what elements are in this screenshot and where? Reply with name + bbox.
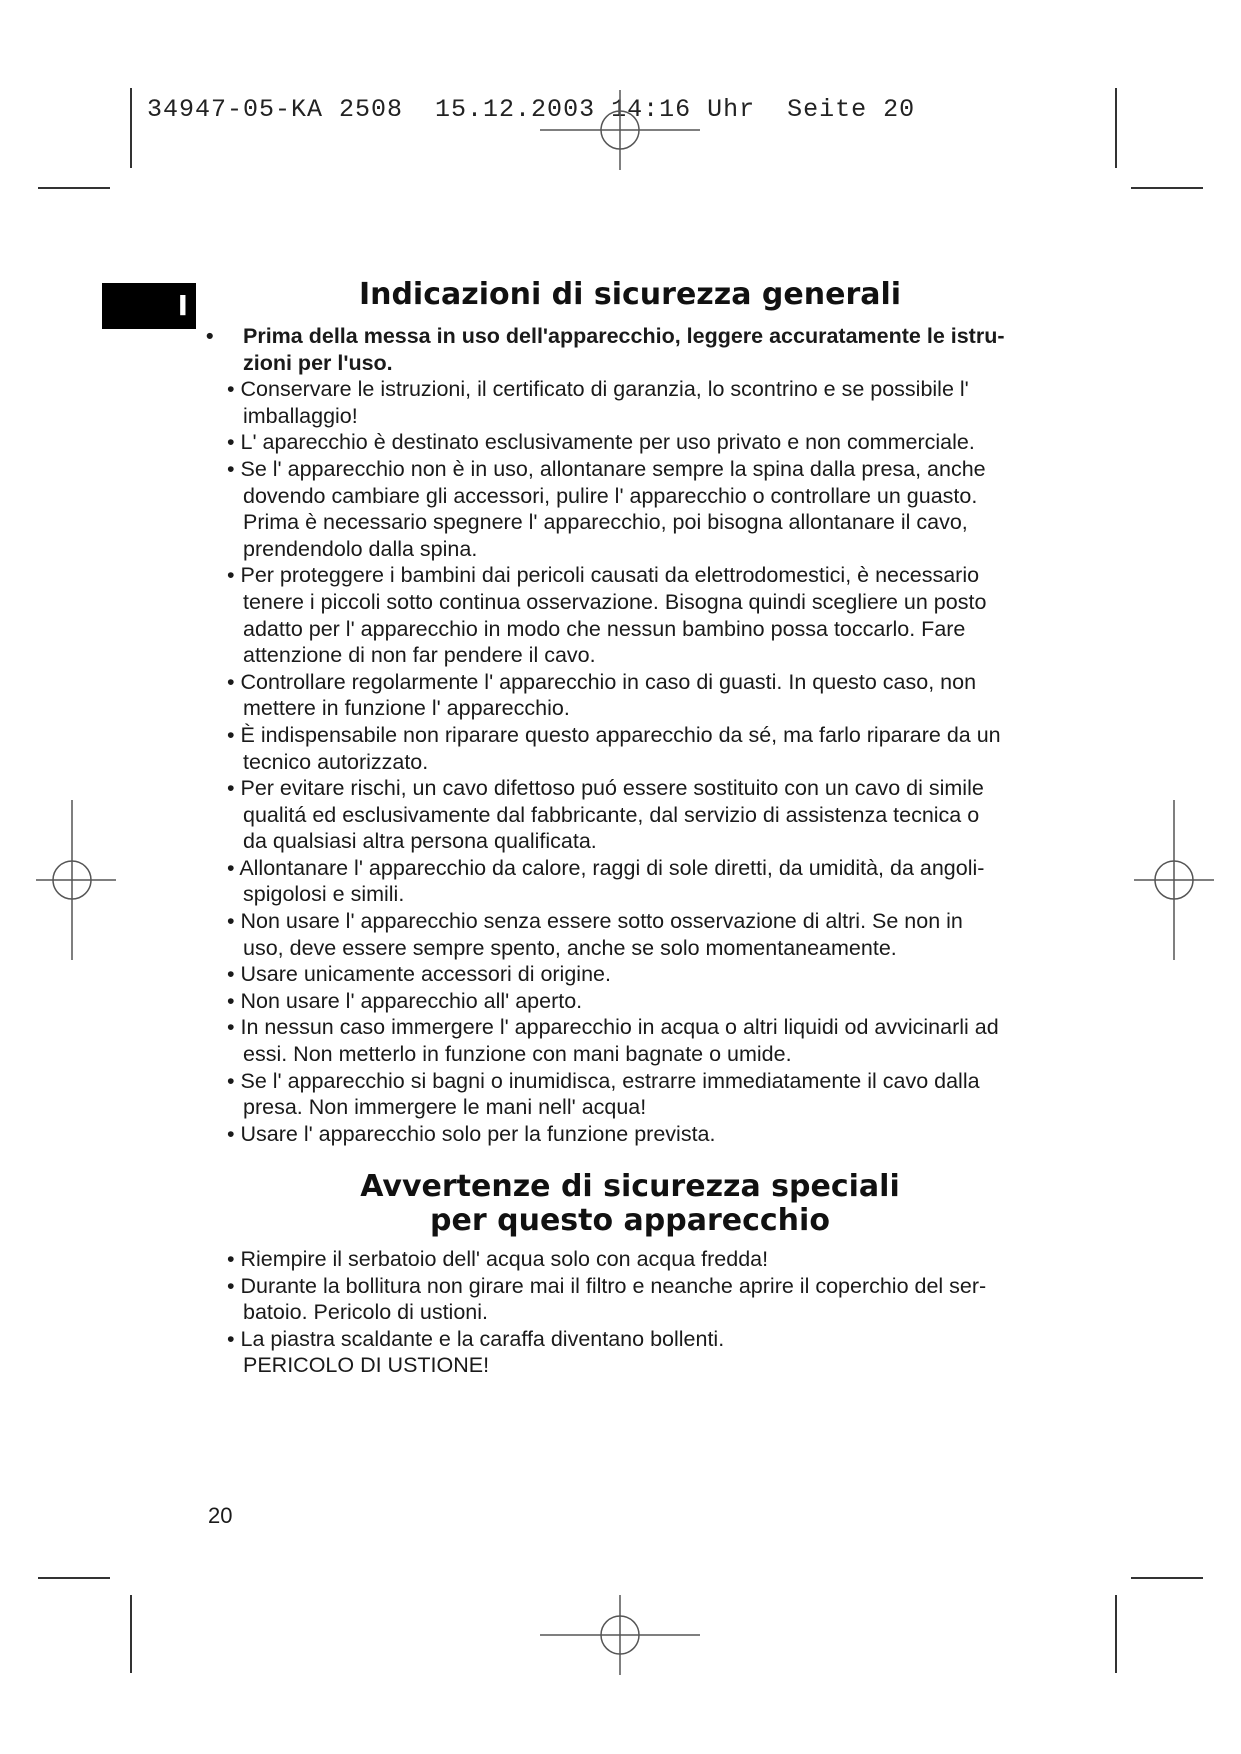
special-warnings-list	[206, 1246, 1086, 1379]
list-item-line: • Se l' apparecchio si bagni o inumidisca, estrarre immediatamente il cavo dalla	[227, 1068, 980, 1093]
list-item-line: uso, deve essere sempre spento, anche se solo momentaneamente.	[243, 935, 897, 960]
page-number: 20	[208, 1503, 233, 1528]
list-item-line: • Controllare regolarmente l' apparecchio in caso di guasti. In questo caso, non	[227, 669, 977, 694]
list-item-line: presa. Non immergere le mani nell' acqua!	[243, 1095, 647, 1120]
list-item-line: • Allontanare l' apparecchio da calore, raggi di sole diretti, da umidità, da angoli-	[227, 855, 985, 880]
crop-mark	[1131, 1577, 1203, 1579]
list-item-line: • Per proteggere i bambini dai pericoli causati da elettrodomestici, è necessario	[227, 563, 980, 588]
list-item-line: attenzione di non far pendere il cavo.	[243, 643, 596, 668]
crop-mark	[1115, 1595, 1117, 1673]
list-item	[206, 988, 1086, 1015]
list-item	[206, 1014, 1086, 1067]
language-tab-label: I	[177, 289, 188, 322]
list-item-line: • La piastra scaldante e la caraffa diventano bollenti.	[227, 1326, 725, 1351]
print-slug: 34947-05-KA 2508 15.12.2003 14:16 Uhr Seite 20	[147, 95, 916, 124]
language-tab	[102, 283, 196, 329]
list-item-line: Prima è necessario spegnere l' apparecchio, poi bisogna allontanare il cavo,	[243, 510, 968, 535]
list-item	[206, 1068, 1086, 1121]
list-item	[206, 376, 1086, 429]
crop-mark	[1131, 187, 1203, 189]
list-item-line: • È indispensabile non riparare questo apparecchio da sé, ma farlo riparare da un	[227, 722, 1001, 747]
list-item-line: • Usare l' apparecchio solo per la funzione prevista.	[227, 1121, 716, 1146]
list-item	[206, 775, 1086, 855]
crop-mark	[38, 187, 110, 189]
list-item-line: tecnico autorizzato.	[243, 749, 429, 774]
list-item-line: batoio. Pericolo di ustioni.	[243, 1300, 489, 1325]
list-item-line: da qualsiasi altra persona qualificata.	[243, 829, 597, 854]
section-title-general-safety: Indicazioni di sicurezza generali	[358, 277, 902, 312]
list-item-line: • In nessun caso immergere l' apparecchio in acqua o altri liquidi od avvicinarli ad	[227, 1015, 999, 1040]
list-item-line: essi. Non metterlo in funzione con mani bagnate o umide.	[243, 1042, 792, 1067]
section-subtitle-special-warnings: per questo apparecchio	[430, 1203, 830, 1238]
list-item-line: spigolosi e simili.	[243, 882, 405, 907]
list-item-line: zioni per l'uso.	[243, 350, 393, 375]
list-item	[206, 908, 1086, 961]
list-item-line: • Non usare l' apparecchio senza essere sotto osservazione di altri. Se non in	[227, 909, 963, 934]
list-item-line: • Se l' apparecchio non è in uso, allontanare sempre la spina dalla presa, anche	[227, 456, 986, 481]
list-item	[206, 855, 1086, 908]
list-item	[206, 1273, 1086, 1326]
list-item-line: tenere i piccoli sotto continua osservazione. Bisogna quindi scegliere un posto	[243, 589, 987, 614]
list-item-line: • Riempire il serbatoio dell' acqua solo con acqua fredda!	[227, 1247, 769, 1271]
crop-mark	[1115, 88, 1117, 168]
list-item	[206, 323, 1086, 376]
bullet-icon: •	[206, 324, 214, 348]
list-item	[206, 1246, 1086, 1273]
list-item-line: adatto per l' apparecchio in modo che nessun bambino possa toccarlo. Fare	[243, 616, 966, 641]
list-item	[206, 456, 1086, 562]
registration-mark-icon	[540, 1595, 700, 1675]
list-item-line: prendendolo dalla spina.	[243, 536, 478, 561]
crop-mark	[130, 1595, 132, 1673]
list-item-line: Prima della messa in uso dell'apparecchio, leggere accuratamente le istru-	[243, 324, 1005, 348]
list-item	[206, 722, 1086, 775]
list-item-line: • Conservare le istruzioni, il certificato di garanzia, lo scontrino e se possibile l'	[227, 377, 969, 402]
list-item-line: • Per evitare rischi, un cavo difettoso puó essere sostituito con un cavo di simile	[227, 776, 984, 801]
list-item-line: dovendo cambiare gli accessori, pulire l' apparecchio o controllare un guasto.	[243, 483, 978, 508]
list-item-line: mettere in funzione l' apparecchio.	[243, 696, 570, 721]
list-item-line: • Non usare l' apparecchio all' aperto.	[227, 988, 583, 1013]
list-item	[206, 961, 1086, 988]
list-item-line: imballaggio!	[243, 403, 358, 428]
list-item	[206, 669, 1086, 722]
list-item	[206, 562, 1086, 668]
list-item-line: • Usare unicamente accessori di origine.	[227, 962, 611, 987]
list-item-line: PERICOLO DI USTIONE!	[243, 1353, 490, 1378]
list-item	[206, 1326, 1086, 1379]
list-item	[206, 429, 1086, 456]
list-item	[206, 1121, 1086, 1148]
list-item-line: qualitá ed esclusivamente dal fabbricante, dal servizio di assistenza tecnica o	[243, 802, 980, 827]
registration-mark-icon	[540, 90, 700, 170]
list-item-line: • L' aparecchio è destinato esclusivamente per uso privato e non commerciale.	[227, 430, 975, 455]
crop-mark	[38, 1577, 110, 1579]
registration-mark-icon	[36, 800, 116, 960]
list-item-line: • Durante la bollitura non girare mai il filtro e neanche aprire il coperchio del ser-	[227, 1273, 987, 1298]
crop-mark	[130, 88, 132, 168]
registration-mark-icon	[1134, 800, 1214, 960]
general-safety-list	[206, 323, 1086, 1147]
section-title-special-warnings: Avvertenze di sicurezza speciali	[360, 1169, 900, 1204]
